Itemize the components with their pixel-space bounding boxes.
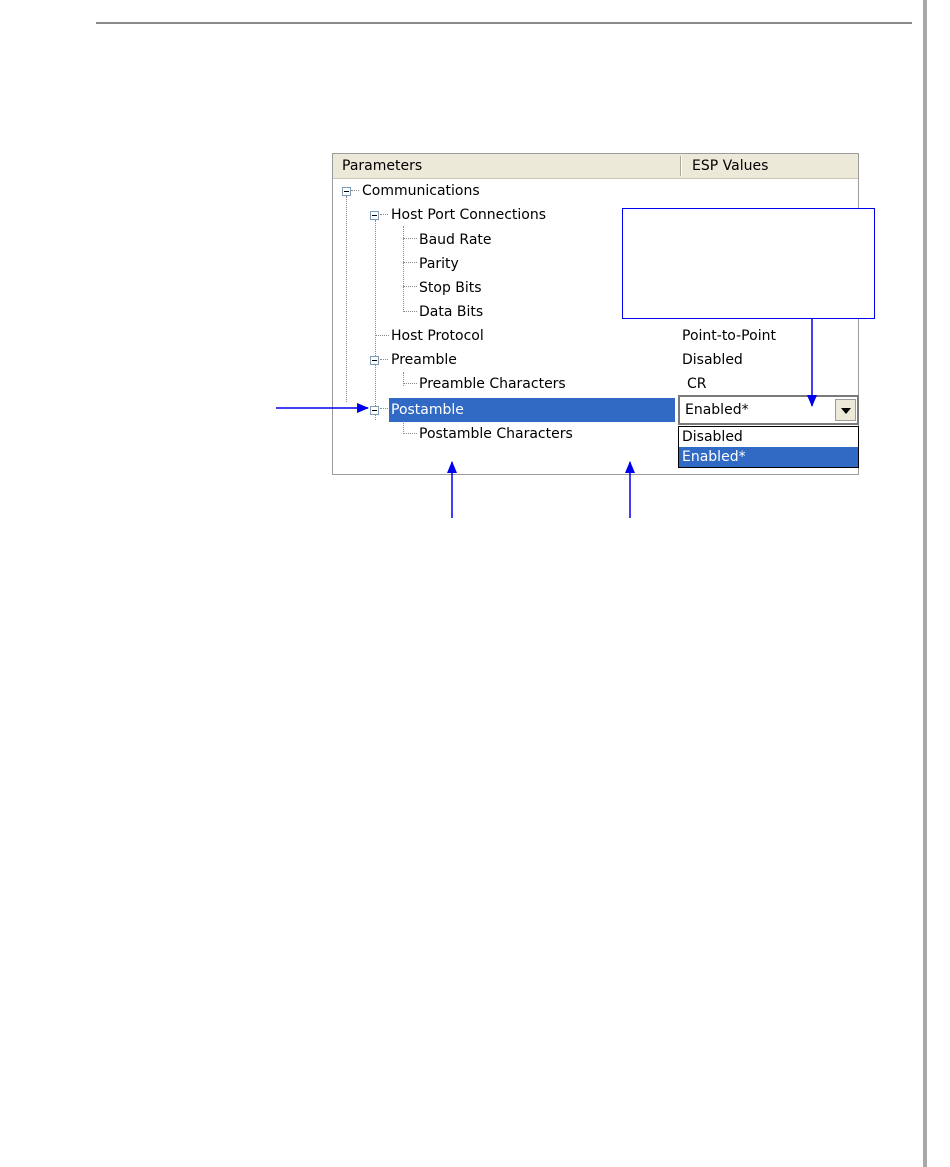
combo-selected-value: Enabled* bbox=[685, 402, 749, 418]
tree-item-label: Host Protocol bbox=[391, 328, 484, 344]
tree-item-label: Postamble bbox=[391, 402, 464, 418]
tree-item-label: Host Port Connections bbox=[391, 207, 547, 223]
esp-value[interactable]: Disabled bbox=[682, 352, 743, 368]
dropdown-option-highlighted[interactable]: Enabled* bbox=[679, 447, 858, 467]
esp-value[interactable]: CR bbox=[687, 376, 707, 392]
esp-values-column-header[interactable]: ESP Values bbox=[692, 158, 769, 174]
esp-value[interactable]: Point-to-Point bbox=[682, 328, 776, 344]
tree-item-label: Parity bbox=[419, 256, 459, 272]
tree-item-label: Preamble bbox=[391, 352, 457, 368]
tree-item-label: Preamble Characters bbox=[419, 376, 566, 392]
tree-item-label: Communications bbox=[362, 183, 480, 199]
dropdown-option[interactable]: Disabled bbox=[682, 429, 743, 445]
tree-item-label: Postamble Characters bbox=[419, 426, 573, 442]
tree-item-label: Data Bits bbox=[419, 304, 484, 320]
tree-item-label: Stop Bits bbox=[419, 280, 482, 296]
parameters-column-header[interactable]: Parameters bbox=[342, 158, 423, 174]
tree-item-label: Baud Rate bbox=[419, 232, 492, 248]
